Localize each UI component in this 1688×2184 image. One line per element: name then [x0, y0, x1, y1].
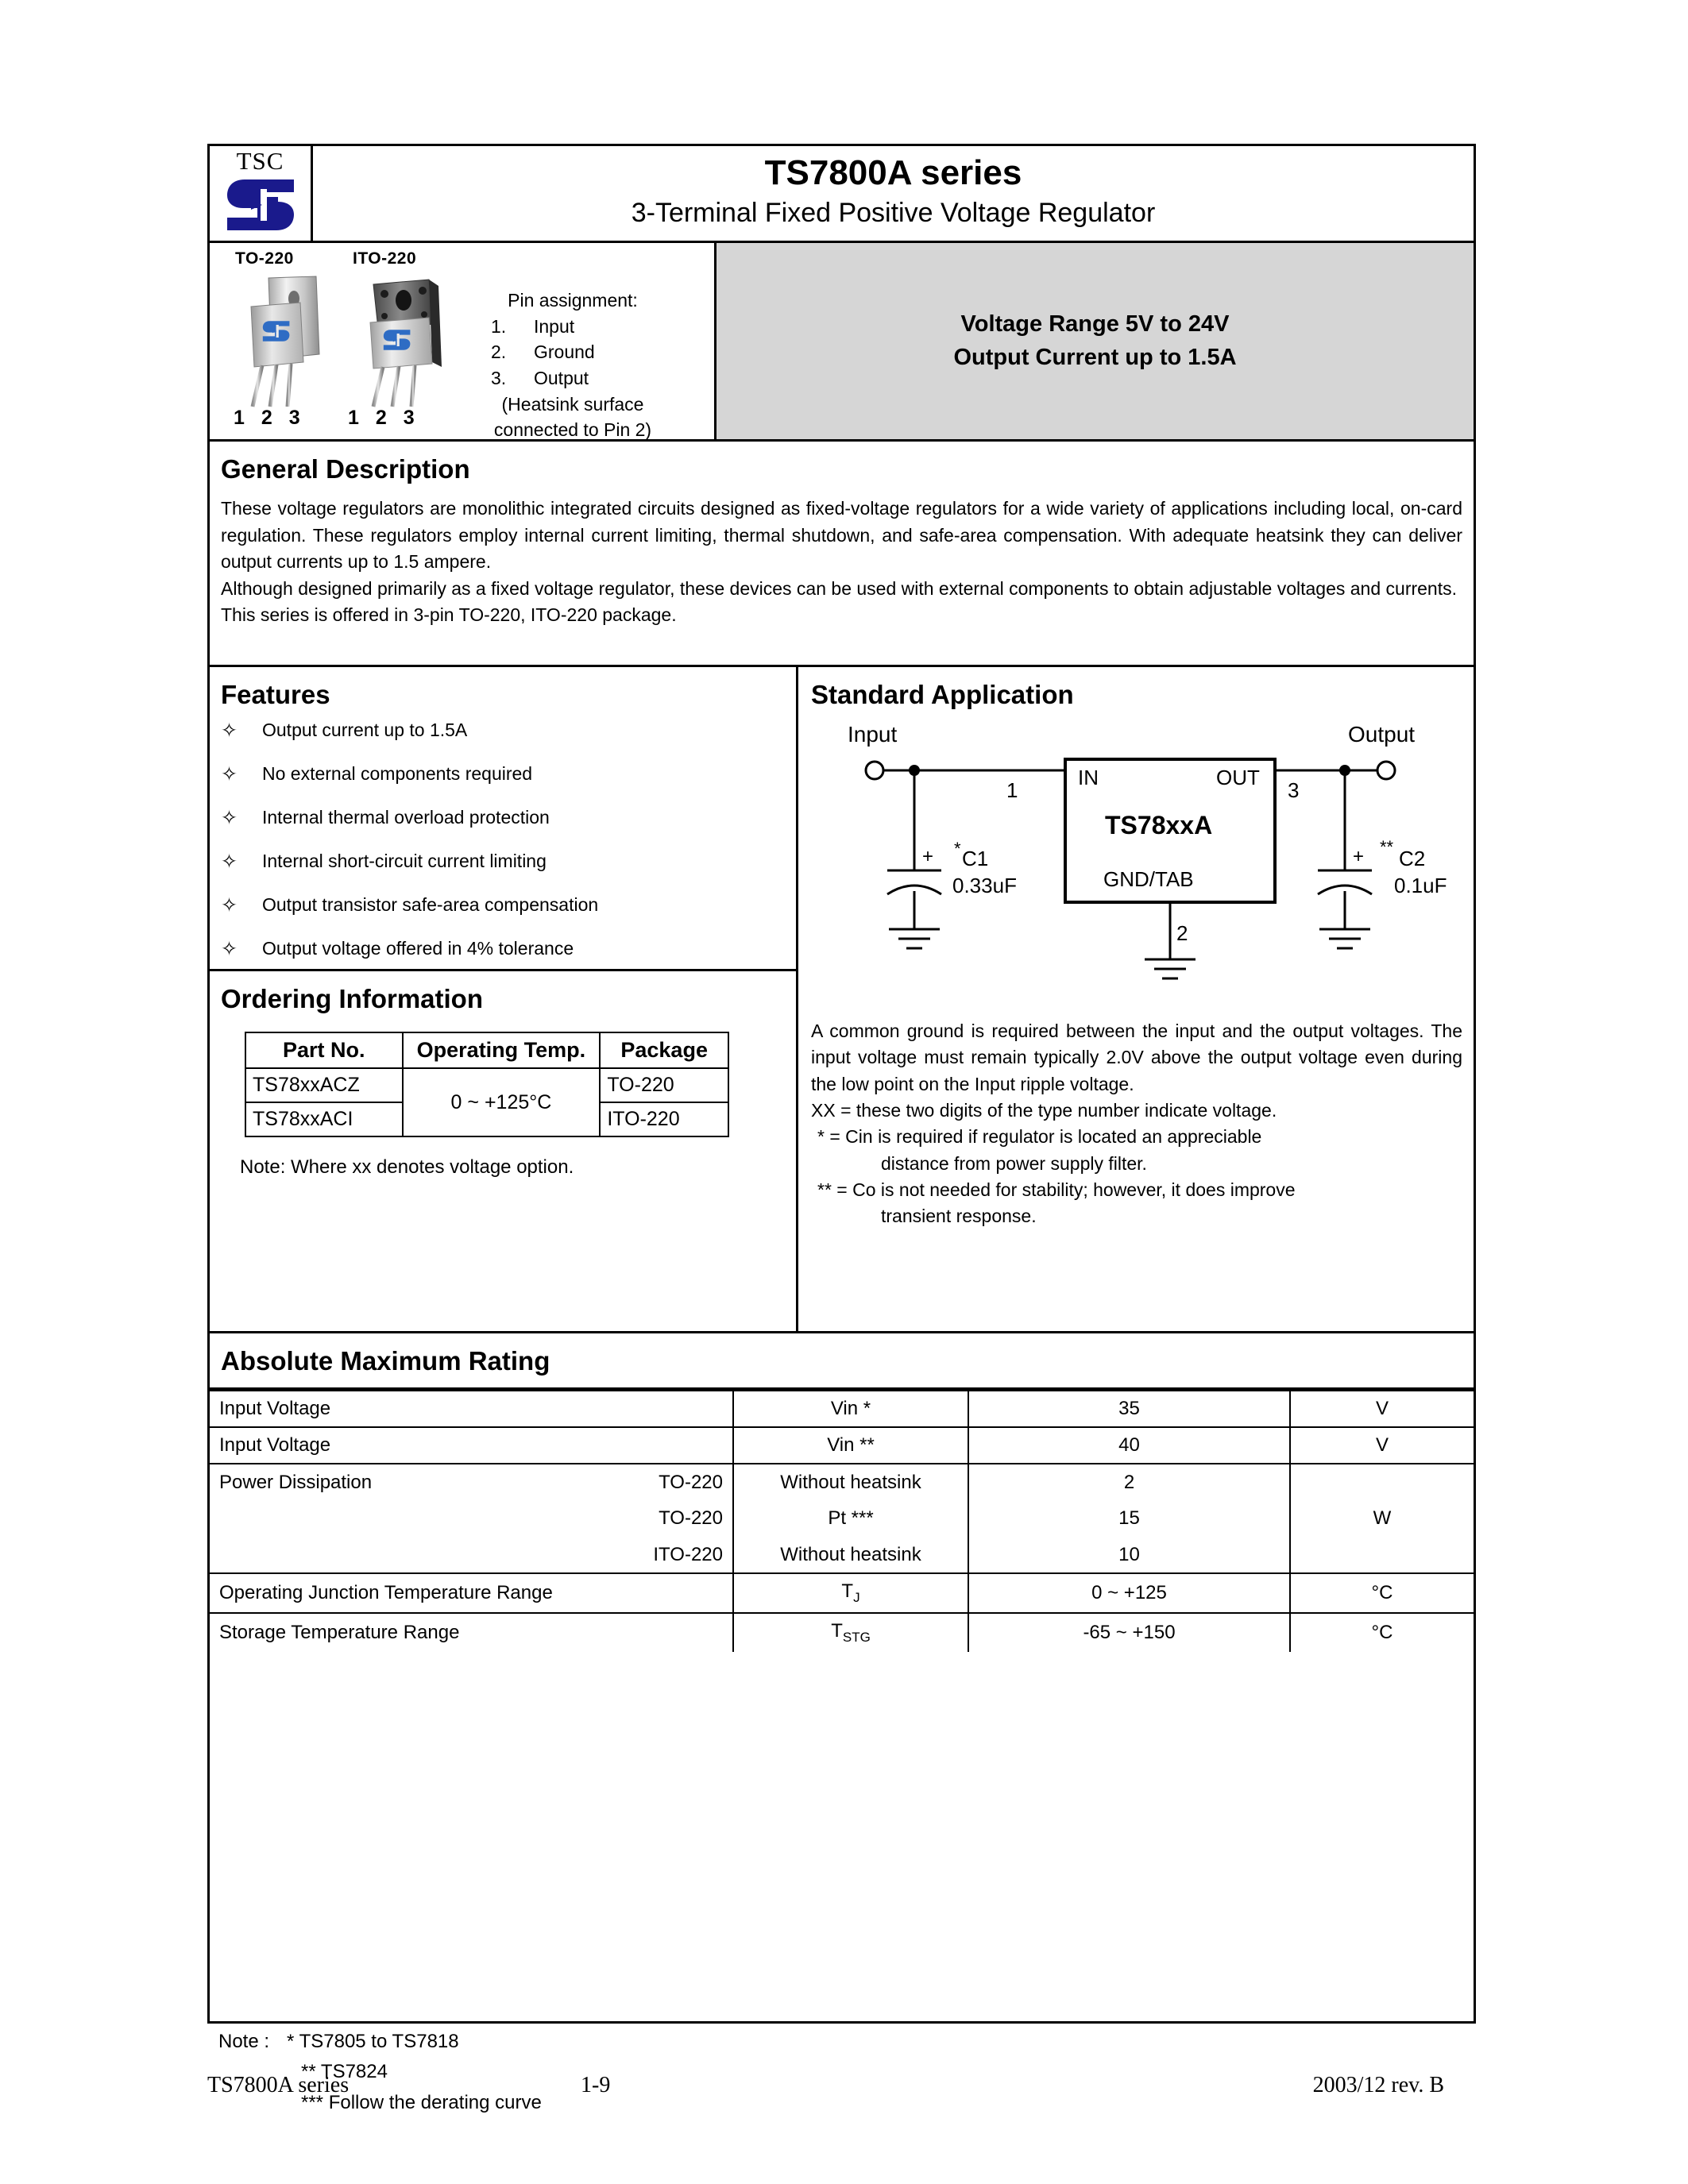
list-item: [221, 852, 785, 872]
note-text-3: *** Follow the derating curve: [301, 2091, 542, 2113]
pin-assignment-row-2: [442, 339, 704, 365]
application-note-star-line1: * = Cin is required if regulator is located an appreciable: [817, 1126, 1262, 1148]
list-item: [221, 896, 785, 916]
column-header-package: Package: [600, 1032, 728, 1068]
cell-unit-2: V: [1290, 1427, 1474, 1464]
column-header-part-no: Part No.: [245, 1032, 403, 1068]
pin-assignment-block: [442, 287, 704, 443]
notes-label: Note :: [218, 2031, 270, 2052]
c1-star-label: *: [954, 839, 961, 859]
input-terminal-icon: [866, 762, 883, 779]
pin-name-1: Input: [534, 315, 575, 337]
package-and-highlight-band: [210, 243, 1474, 442]
general-description-paragraph-3: This series is offered in 3-pin TO-220, ITO-220 package.: [221, 604, 677, 626]
cell-value-5: 10: [968, 1537, 1290, 1573]
table-row: [210, 1464, 1474, 1500]
c2-value-label: 0.1uF: [1394, 874, 1447, 897]
table-row: [210, 1500, 1474, 1537]
table-row: [210, 1391, 1474, 1427]
cell-power-dissipation-row3: [210, 1537, 733, 1573]
cell-value-2: 40: [968, 1427, 1290, 1464]
feature-text: Output voltage offered in 4% tolerance: [262, 938, 574, 959]
cell-parameter-6: Operating Junction Temperature Range: [210, 1573, 733, 1613]
middle-section: [210, 667, 1474, 1333]
circuit-in-pin-name: IN: [1078, 766, 1099, 789]
symbol-tstg-sub: STG: [842, 1629, 871, 1645]
general-description-heading: General Description: [221, 454, 470, 484]
footer-page-number: 1-9: [581, 2073, 611, 2097]
ordering-note: Note: Where xx denotes voltage option.: [240, 1156, 574, 1178]
ordering-information-heading: Ordering Information: [221, 984, 483, 1013]
general-description-section: [210, 442, 1474, 667]
package-illustrations: [210, 243, 717, 439]
diamond-bullet-icon: ✧: [221, 807, 238, 829]
cell-unit-7: °C: [1290, 1613, 1474, 1652]
diamond-bullet-icon: ✧: [221, 938, 238, 960]
table-header-row: [245, 1032, 728, 1068]
cell-symbol-1: Vin *: [733, 1391, 968, 1427]
general-description-paragraph-1: These voltage regulators are monolithic integrated circuits designed as fixed-voltage regulators for a wide variety of applications including local, on-card regulation. These regulators employ internal current limiting, thermal shutdown, and safe-area compensation. With adequate heatsink they can deliver output currents up to 1.5 ampere.: [221, 498, 1462, 573]
absolute-maximum-rating-table: [210, 1390, 1474, 1652]
circuit-pin-3-label: 3: [1288, 778, 1300, 802]
output-terminal-icon: [1377, 762, 1395, 779]
application-note-doublestar-line2: transient response.: [881, 1206, 1037, 1227]
application-note-doublestar-line1: ** = Co is not needed for stability; however, it does improve: [817, 1179, 1296, 1201]
diamond-bullet-icon: ✧: [221, 894, 238, 916]
to220-package-image: [230, 275, 342, 410]
list-item: [221, 765, 785, 785]
symbol-tj-sub: J: [853, 1589, 860, 1605]
c2-polarity-label: +: [1353, 846, 1365, 867]
circuit-out-pin-name: OUT: [1216, 766, 1260, 789]
package-label-to220: TO-220: [235, 249, 294, 268]
cell-symbol-2: Vin **: [733, 1427, 968, 1464]
application-note-star-line2: distance from power supply filter.: [881, 1152, 1147, 1174]
footer-series: TS7800A series: [207, 2073, 350, 2097]
pin-assignment-row-3: [442, 365, 704, 392]
cell-symbol-7: [733, 1613, 968, 1652]
title-block: [313, 146, 1474, 241]
standard-application-section: [798, 667, 1474, 1331]
cell-value-4: 15: [968, 1500, 1290, 1537]
features-heading: Features: [221, 680, 330, 709]
cell-part-no-1: TS78xxACZ: [245, 1068, 403, 1102]
footer-revision: 2003/12 rev. B: [1312, 2073, 1444, 2097]
note-text-2: ** TS7824: [301, 2061, 388, 2083]
heatsink-note-line2: connected to Pin 2): [493, 419, 652, 441]
highlight-line-1: Voltage Range 5V to 24V: [960, 311, 1230, 338]
pin-assignment-row-1: [442, 314, 704, 340]
absolute-maximum-rating-header: [210, 1333, 1474, 1390]
cell-package-1: TO-220: [600, 1068, 728, 1102]
c1-value-label: 0.33uF: [952, 874, 1017, 897]
company-logo: [210, 146, 313, 241]
table-row: [210, 1537, 1474, 1573]
application-circuit-diagram: [811, 721, 1462, 1015]
cell-package-5: ITO-220: [653, 1543, 723, 1565]
logo-text: TSC: [236, 147, 284, 175]
cell-value-3: 2: [968, 1464, 1290, 1500]
circuit-schematic-svg: [811, 721, 1462, 991]
cell-package-4: TO-220: [659, 1507, 723, 1529]
document-frame: [207, 144, 1476, 2024]
note-text-1: * TS7805 to TS7818: [287, 2031, 459, 2052]
cell-symbol-6: [733, 1573, 968, 1613]
c2-name-label: C2: [1399, 847, 1426, 870]
column-header-operating-temp: Operating Temp.: [403, 1032, 601, 1068]
c1-name-label: C1: [962, 847, 989, 870]
list-item: [221, 721, 785, 741]
page-subtitle: 3-Terminal Fixed Positive Voltage Regulator: [631, 197, 1156, 228]
highlight-box: [717, 243, 1474, 439]
table-row: [210, 1613, 1474, 1652]
application-paragraph-1: A common ground is required between the input and the output voltages. The input voltage must remain typically 2.0V above the output voltage even during the low point on the Input ripple voltage.: [811, 1021, 1462, 1094]
list-item: [221, 940, 785, 959]
cell-parameter-7: Storage Temperature Range: [210, 1613, 733, 1652]
highlight-line-2: Output Current up to 1.5A: [953, 344, 1237, 370]
table-row: [210, 1573, 1474, 1613]
list-item: [221, 808, 785, 828]
feature-text: Internal short-circuit current limiting: [262, 851, 547, 871]
to220-pin-numbers: 1 2 3: [234, 407, 306, 429]
cell-parameter-3: Power Dissipation: [219, 1471, 373, 1493]
features-section: [210, 667, 796, 971]
notes-line-1: [218, 2027, 1489, 2057]
absolute-maximum-rating-heading: Absolute Maximum Rating: [221, 1346, 550, 1376]
tsc-s-logo-icon: [226, 173, 295, 237]
cell-symbol-4: Pt ***: [733, 1500, 968, 1537]
cell-parameter-1: Input Voltage: [210, 1391, 733, 1427]
cell-symbol-5: Without heatsink: [733, 1537, 968, 1573]
symbol-tj-base: T: [841, 1580, 854, 1602]
application-paragraph-2: XX = these two digits of the type number indicate voltage.: [811, 1100, 1277, 1121]
cell-package-2: ITO-220: [600, 1102, 728, 1136]
circuit-output-label: Output: [1348, 722, 1416, 747]
ordering-information-table: [245, 1032, 729, 1137]
page-footer: [207, 2073, 1476, 2108]
cell-unit-1: V: [1290, 1391, 1474, 1427]
cell-power-dissipation: [210, 1464, 733, 1500]
c2-star-label: **: [1380, 837, 1394, 857]
page-title: TS7800A series: [764, 153, 1022, 193]
circuit-pin-2-label: 2: [1176, 921, 1188, 945]
cell-unit-6: °C: [1290, 1573, 1474, 1613]
symbol-tstg-base: T: [831, 1619, 843, 1642]
diamond-bullet-icon: ✧: [221, 763, 238, 785]
cell-power-dissipation-row2: [210, 1500, 733, 1537]
circuit-gnd-pin-name: GND/TAB: [1103, 867, 1194, 891]
circuit-pin-1-label: 1: [1006, 778, 1018, 802]
left-column: [210, 667, 798, 1331]
pin-number-3: 3.: [491, 367, 507, 388]
features-list: [221, 721, 785, 959]
pin-number-2: 2.: [491, 341, 507, 363]
diamond-bullet-icon: ✧: [221, 720, 238, 742]
ito220-pin-numbers: 1 2 3: [348, 407, 420, 429]
cell-value-1: 35: [968, 1391, 1290, 1427]
table-row: [245, 1068, 728, 1102]
cell-value-7: -65 ~ +150: [968, 1613, 1290, 1652]
circuit-input-label: Input: [848, 722, 898, 747]
cell-value-6: 0 ~ +125: [968, 1573, 1290, 1613]
feature-text: Output transistor safe-area compensation: [262, 894, 599, 915]
diamond-bullet-icon: ✧: [221, 851, 238, 873]
cell-operating-temp: 0 ~ +125°C: [403, 1068, 601, 1136]
pin-number-1: 1.: [491, 315, 507, 337]
cell-part-no-2: TS78xxACI: [245, 1102, 403, 1136]
feature-text: Internal thermal overload protection: [262, 807, 550, 828]
heatsink-note-line1: (Heatsink surface: [501, 393, 644, 415]
feature-text: Output current up to 1.5A: [262, 720, 468, 740]
feature-text: No external components required: [262, 763, 533, 784]
ordering-information-section: [210, 971, 796, 1179]
circuit-device-name: TS78xxA: [1105, 811, 1213, 839]
standard-application-heading: Standard Application: [811, 680, 1074, 709]
page-header: [210, 146, 1474, 243]
cell-unit-3: W: [1290, 1464, 1474, 1573]
cell-package-3: TO-220: [659, 1471, 723, 1493]
ito220-package-image: [346, 275, 458, 410]
absolute-maximum-rating-section: [210, 1333, 1474, 2021]
pin-name-3: Output: [534, 367, 589, 388]
pin-assignment-title: Pin assignment:: [508, 290, 638, 311]
table-row: [210, 1427, 1474, 1464]
c1-polarity-label: +: [922, 846, 934, 867]
package-label-ito220: ITO-220: [353, 249, 417, 268]
cell-parameter-2: Input Voltage: [210, 1427, 733, 1464]
general-description-paragraph-2: Although designed primarily as a fixed voltage regulator, these devices can be used with external components to obtain adjustable voltages and currents.: [221, 577, 1458, 599]
pin-name-2: Ground: [534, 341, 595, 363]
cell-symbol-3: Without heatsink: [733, 1464, 968, 1500]
